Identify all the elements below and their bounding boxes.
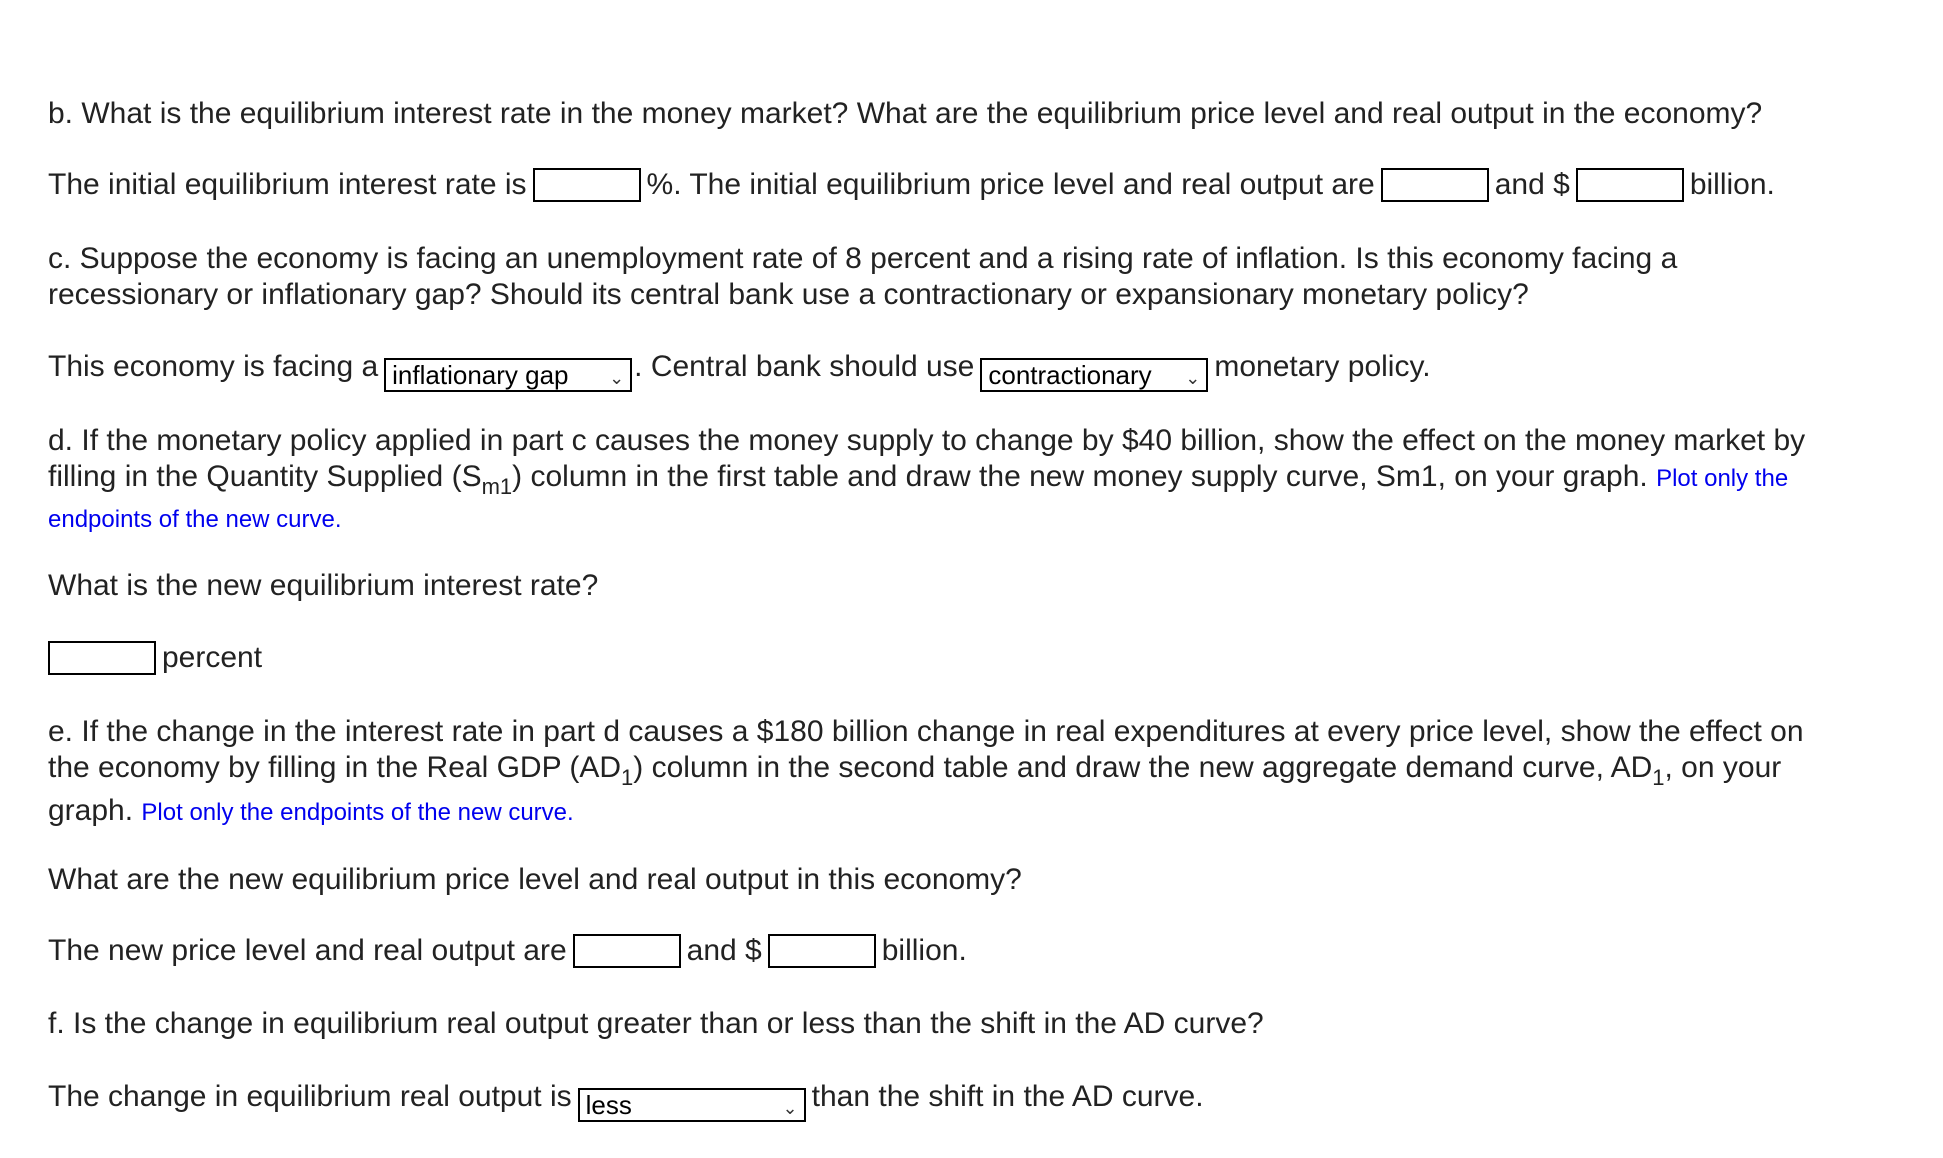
question-e-subscript-2: 1 <box>1652 765 1665 790</box>
price-level-input[interactable] <box>1381 168 1489 202</box>
question-b <box>48 96 1923 132</box>
question-e-line1 <box>48 714 1923 750</box>
answer-f-post-label: than the shift in the AD curve. <box>811 1080 1204 1113</box>
question-d-subscript: m1 <box>481 474 513 499</box>
question-d-prompt-row <box>48 568 1923 604</box>
gap-type-value: inflationary gap <box>392 360 569 390</box>
interest-rate-input[interactable] <box>533 168 641 202</box>
answer-e-row <box>48 933 1923 969</box>
question-c-line1 <box>48 241 1923 277</box>
new-interest-rate-input[interactable] <box>48 641 156 675</box>
new-price-level-input[interactable] <box>573 934 681 968</box>
comparison-select[interactable] <box>578 1088 806 1122</box>
answer-c-mid-label: . Central bank should use <box>634 350 975 383</box>
question-c-text-2: recessionary or inflationary gap? Should its central bank use a contractionary or expansionary monetary policy? <box>48 278 1529 311</box>
question-e-text-3: graph. <box>48 794 134 827</box>
answer-f-label: The change in equilibrium real output is <box>48 1080 572 1113</box>
answer-d-percent-label: percent <box>162 641 263 674</box>
answer-b-mid-label: %. The initial equilibrium price level and real output are <box>646 168 1375 201</box>
question-d-text-2a: filling in the Quantity Supplied (S <box>48 460 482 493</box>
answer-b-row <box>48 167 1923 203</box>
answer-b-label: The initial equilibrium interest rate is <box>48 168 527 201</box>
answer-e-billion-label: billion. <box>881 934 967 967</box>
question-e-line2 <box>48 750 1923 790</box>
gap-type-select[interactable] <box>384 358 632 392</box>
answer-e-and-label: and $ <box>686 934 762 967</box>
question-e-hint: Plot only the endpoints of the new curve. <box>141 799 574 826</box>
answer-f-row <box>48 1079 1923 1122</box>
new-real-output-input[interactable] <box>768 934 876 968</box>
question-e-text-2b: ) column in the second table and draw the new aggregate demand curve, AD <box>633 751 1653 784</box>
question-d-line3 <box>48 502 1923 538</box>
question-d-line1 <box>48 423 1923 459</box>
answer-c-label: This economy is facing a <box>48 350 379 383</box>
question-d-text-2b: ) column in the first table and draw the new money supply curve, Sm1, on your graph. <box>512 460 1648 493</box>
comparison-value: less <box>585 1090 632 1120</box>
answer-b-billion-label: billion. <box>1689 168 1775 201</box>
policy-type-select[interactable] <box>980 358 1208 392</box>
question-e-text-2a: the economy by filling in the Real GDP (AD <box>48 751 622 784</box>
answer-b-and-label: and $ <box>1494 168 1570 201</box>
question-e-line3 <box>48 793 1923 831</box>
question-c-line2 <box>48 277 1923 313</box>
chevron-down-icon: ⌄ <box>609 368 625 388</box>
chevron-down-icon: ⌄ <box>1185 368 1201 388</box>
question-e-prompt-row <box>48 862 1923 898</box>
answer-c-post-label: monetary policy. <box>1214 350 1431 383</box>
answer-c-row <box>48 349 1923 392</box>
question-c-text-1: c. Suppose the economy is facing an unemployment rate of 8 percent and a rising rate of inflation. Is this economy facing a <box>48 242 1678 275</box>
real-output-input[interactable] <box>1576 168 1684 202</box>
answer-e-label: The new price level and real output are <box>48 934 567 967</box>
question-e-text-1: e. If the change in the interest rate in part d causes a $180 billion change in real expenditures at every price level, show the effect on <box>48 715 1804 748</box>
question-d-line2 <box>48 459 1923 497</box>
question-d-text-1: d. If the monetary policy applied in part c causes the money supply to change by $40 billion, show the effect on the money market by <box>48 424 1806 457</box>
question-e-prompt: What are the new equilibrium price level and real output in this economy? <box>48 863 1022 896</box>
question-b-text: b. What is the equilibrium interest rate in the money market? What are the equilibrium price level and real output in the economy? <box>48 97 1763 130</box>
question-f-text: f. Is the change in equilibrium real output greater than or less than the shift in the AD curve? <box>48 1007 1264 1040</box>
policy-type-value: contractionary <box>988 360 1152 390</box>
answer-d-row <box>48 640 1923 676</box>
question-d-hint-b: endpoints of the new curve. <box>48 506 342 533</box>
question-d-hint-a: Plot only the <box>1656 465 1789 492</box>
question-e-text-2c: , on your <box>1664 751 1782 784</box>
question-f <box>48 1006 1923 1042</box>
question-d-prompt: What is the new equilibrium interest rate? <box>48 569 599 602</box>
question-e-subscript-1: 1 <box>621 765 634 790</box>
chevron-down-icon: ⌄ <box>782 1098 798 1118</box>
